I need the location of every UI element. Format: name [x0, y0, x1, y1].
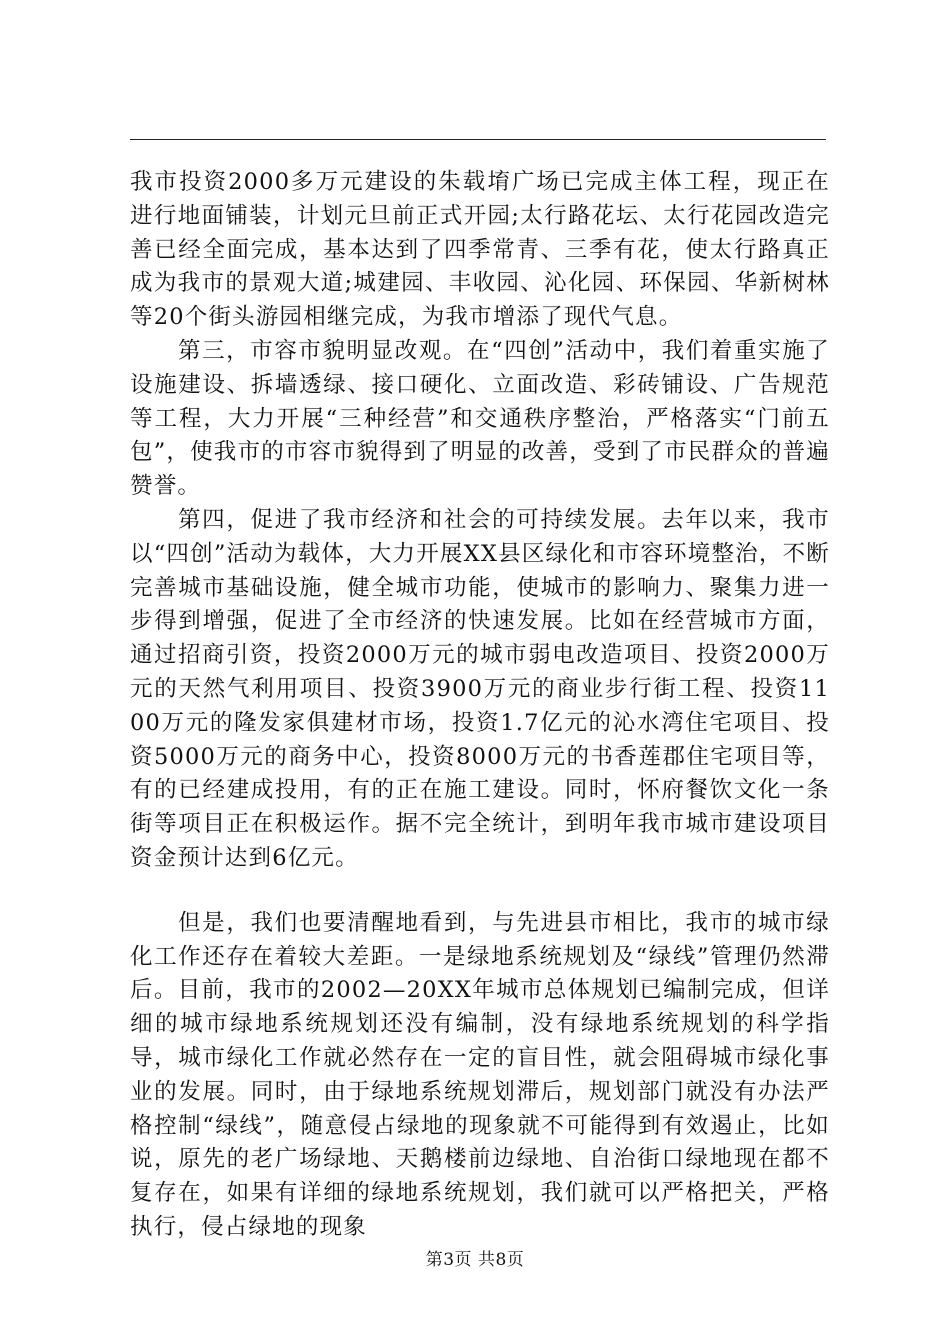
document-body [130, 166, 830, 1245]
paragraph-gap [130, 876, 830, 907]
header-rule [130, 139, 826, 140]
paragraph-continued: 我市投资2000多万元建设的朱载堉广场已完成主体工程，现正在进行地面铺装，计划元旦前正式开园;太行路花坛、太行花园改造完善已经全面完成，基本达到了四季常青、三季有花，使太行路真正成为我市的景观大道;城建园、丰收园、沁化园、环保园、华新树林等20个街头游园相继完成，为我市增添了现代气息。 [130, 169, 830, 331]
paragraph-third-point: 第三，市容市貌明显改观。在“四创”活动中，我们着重实施了设施建设、拆墙透绿、接口硬化、立面改造、彩砖铺设、广告规范等工程，大力开展“三种经营”和交通秩序整治，严格落实“门前五包”，使我市的市容市貌得到了明显的改善，受到了市民群众的普遍赞誉。 [130, 337, 831, 500]
paragraph-shortcomings: 但是，我们也要清醒地看到，与先进县市相比，我市的城市绿化工作还存在着较大差距。一是绿地系统规划及“绿线”管理仍然滞后。目前，我市的2002—20XX年城市总体规划已编制完成，但详细的城市绿地系统规划还没有编制，没有绿地系统规划的科学指导，城市绿化工作就必然存在一定的盲目性，就会阻碍城市绿化事业的发展。同时，由于绿地系统规划滞后，规划部门就没有办法严格控制“绿线”，随意侵占绿地的现象就不可能得到有效遏止，比如说，原先的老广场绿地、天鹅楼前边绿地、自治街口绿地现在都不复存在，如果有详细的绿地系统规划，我们就可以严格把关，严格执行，侵占绿地的现象 [130, 909, 830, 1240]
page-footer: 第3页 共8页 [425, 1250, 525, 1270]
paragraph-fourth-point: 第四，促进了我市经济和社会的可持续发展。去年以来，我市以“四创”活动为载体，大力开展XX县区绿化和市容环境整治，不断完善城市基础设施，健全城市功能，使城市的影响力、聚集力进一步得到增强，促进了全市经济的快速发展。比如在经营城市方面，通过招商引资，投资2000万元的城市弱电改造项目、投资2000万元的天然气利用项目、投资3900万元的商业步行街工程、投资1100万元的隆发家俱建材市场，投资1.7亿元的沁水湾住宅项目、投资5000万元的商务中心，投资8000万元的书香莲郡住宅项目等，有的已经建成投用，有的正在施工建设。同时，怀府餐饮文化一条街等项目正在积极运作。据不完全统计，到明年我市城市建设项目资金预计达到6亿元。 [130, 506, 830, 871]
